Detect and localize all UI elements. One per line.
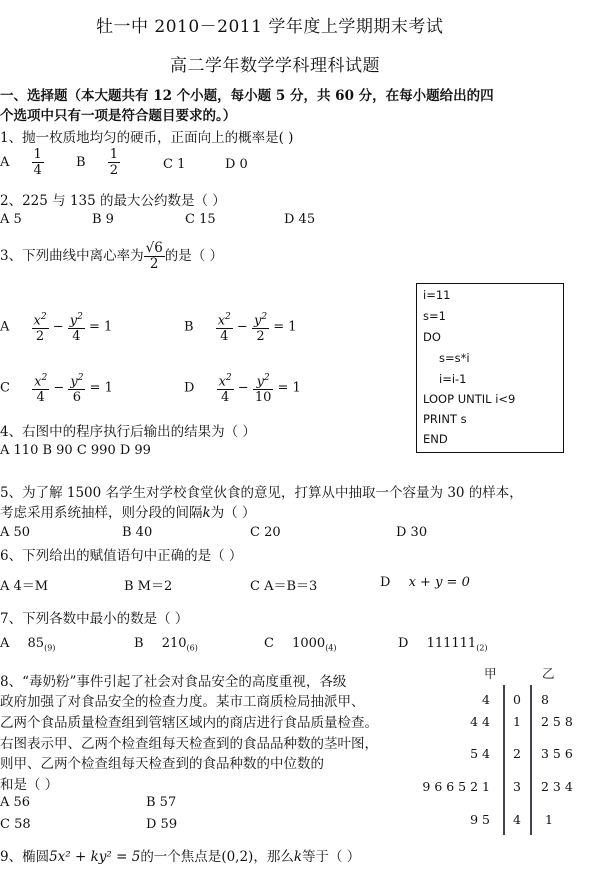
q1-b-label: B: [76, 155, 86, 170]
q3-b-frac1: [216, 310, 233, 344]
stemleaf-row-0-right: 8: [541, 692, 549, 707]
stemleaf-row-2-stem: 2: [513, 746, 521, 761]
q4-options: A 110 B 90 C 990 D 99: [0, 443, 151, 458]
q3-d-y-sq: 2: [263, 373, 270, 383]
q8-line-1: 8、“毒奶粉”事件引起了社会对食品安全的高度重视，各级: [0, 674, 347, 690]
q7-b-val: 210: [161, 636, 187, 651]
q3-a-frac2: [68, 310, 85, 344]
q3-option-b: [184, 310, 297, 344]
q3-d-eq: = 1: [277, 380, 301, 396]
program-line-7: PRINT s: [423, 412, 467, 426]
q3-a-frac1: [32, 310, 49, 344]
q5-option-a: A 50: [0, 525, 31, 540]
q8-option-d: D 59: [146, 817, 178, 832]
q1-option-b: [76, 147, 120, 178]
stemleaf-row-4-right: 1: [545, 812, 553, 827]
q9-stem-end: 等于（ ）: [302, 849, 361, 865]
q9-stem-mid: 的一个焦点是: [140, 849, 222, 865]
q5-line2-pre: 考虑采用系统抽样，则分段的间隔: [0, 505, 203, 521]
q1-a-label: A: [0, 155, 10, 170]
q7-d-base: (2): [476, 643, 488, 653]
q4-stem: 4、右图中的程序执行后输出的结果为（ ）: [0, 424, 256, 440]
q3-a-label: A: [0, 319, 10, 335]
q7-b-label: B: [134, 636, 144, 651]
q3-c-x-sq: 2: [41, 373, 48, 383]
q3-b-minus: −: [236, 319, 248, 335]
stemleaf-head-right: 乙: [542, 666, 555, 681]
section-heading-line2: 个选项中只有一项是符合题目要求的。）: [0, 108, 237, 124]
q3-option-c: [0, 371, 113, 405]
stemleaf-row-1-stem: 1: [513, 714, 521, 729]
q3-d-frac1: [217, 371, 234, 405]
q3-a-x: x: [33, 313, 41, 329]
stemleaf-row-3-right: 2 3 4: [541, 779, 573, 794]
q1-b-fraction: [108, 147, 120, 178]
q3-d-frac2: [253, 371, 274, 405]
q1-option-a: [0, 147, 44, 178]
q7-option-a: [0, 636, 55, 653]
q3-c-minus: −: [53, 380, 65, 396]
q3-option-a: [0, 310, 112, 344]
q3-c-frac1: [32, 371, 49, 405]
program-line-2: s=1: [423, 309, 446, 323]
stemleaf-row-0-stem: 0: [513, 692, 521, 707]
q3-b-eq: = 1: [273, 319, 297, 335]
stemleaf-left-divider: [503, 685, 505, 835]
q2-stem: 2、225 与 135 的最大公约数是（ ）: [0, 193, 226, 209]
q3-d-minus: −: [237, 380, 249, 396]
q7-a-label: A: [0, 636, 10, 651]
stemleaf-row-1-right: 2 5 8: [541, 714, 573, 729]
program-box: [416, 283, 564, 453]
q3-b-x: x: [217, 313, 226, 329]
q6-option-a: A 4＝M: [0, 579, 49, 594]
q1-stem: 1、抛一枚质地均匀的硬币，正面向上的概率是( ): [0, 130, 294, 146]
q8-line-4: 右图表示甲、乙两个检查组每天检查到的食品品种数的茎叶图，: [0, 736, 378, 752]
q3-d-d1: 4: [220, 390, 230, 406]
q8-line-2: 政府加强了对食品安全的检查力度。某市工商质检局抽派甲、: [0, 694, 365, 710]
q3-d-d2: 10: [254, 390, 272, 406]
q7-a-base: (9): [44, 643, 56, 653]
q3-a-minus: −: [52, 319, 64, 335]
q3-d-x-sq: 2: [225, 373, 232, 383]
q5-k-var: k: [202, 505, 211, 521]
q9-point: (0,2): [221, 849, 254, 865]
q7-b-base: (6): [186, 643, 198, 653]
program-line-8: END: [423, 432, 448, 446]
q5-stem-line1: 5、为了解 1500 名学生对学校食堂伙食的意见，打算从中抽取一个容量为 30 的样本，: [0, 485, 523, 501]
q3-b-label: B: [184, 319, 194, 335]
q7-stem: 7、下列各数中最小的数是（ ）: [0, 611, 189, 627]
q2-option-b: B 9: [92, 212, 114, 227]
q3-c-y: y: [70, 374, 78, 390]
q3-c-d2: 6: [72, 390, 82, 406]
q7-c-label: C: [264, 636, 274, 651]
q3-d-x: x: [218, 374, 226, 390]
q8-line-5: 则甲、乙两个检查组每天检查到的食品种数的中位数的: [0, 756, 324, 772]
q5-option-b: B 40: [122, 525, 153, 540]
q6-stem: 6、下列给出的赋值语句中正确的是（ ）: [0, 548, 243, 564]
q3-stem-pre: 3、下列曲线中离心率为: [0, 248, 144, 264]
q3-a-eq: = 1: [89, 319, 113, 335]
q3-stem-post: 的是（ ）: [164, 248, 224, 264]
q3-c-x: x: [34, 374, 42, 390]
q2-option-a: A 5: [0, 212, 22, 227]
stemleaf-row-4-left: 9 5: [470, 812, 490, 827]
stemleaf-right-divider: [530, 685, 532, 835]
q3-c-y-sq: 2: [77, 373, 84, 383]
program-line-5: i=i-1: [439, 372, 467, 386]
program-line-3: DO: [423, 330, 441, 344]
q8-option-c: C 58: [0, 817, 31, 832]
q3-b-y-sq: 2: [261, 312, 268, 322]
program-line-6: LOOP UNTIL i<9: [423, 392, 516, 406]
q3-b-d1: 4: [220, 329, 229, 345]
q8-line-6: 和是（ ）: [0, 777, 59, 793]
q3-a-y-sq: 2: [77, 312, 83, 322]
stemleaf-row-4-stem: 4: [513, 812, 521, 827]
q3-option-d: [184, 371, 301, 405]
stemleaf-row-3-stem: 3: [513, 779, 521, 794]
q1-option-d: D 0: [225, 157, 248, 172]
q8-option-b: B 57: [146, 795, 177, 810]
q7-c-val: 1000: [292, 636, 326, 651]
q1-b-den: 2: [109, 163, 118, 178]
q9-stem-pre: 9、椭圆: [0, 849, 50, 865]
q5-stem-line2: [0, 501, 255, 521]
stemleaf-head-left: 甲: [484, 666, 497, 681]
q8-line-3: 乙两个食品质量检查组到管辖区域内的商店进行食品质量检查。: [0, 715, 378, 731]
q1-a-den: 4: [33, 163, 42, 178]
q5-line2-post: 为（ ）: [210, 505, 256, 521]
section-heading-line1: 一、选择题（本大题共有 12 个小题，每小题 5 分，共 60 分，在每小题给出的四: [0, 88, 494, 104]
q9-stem: [0, 845, 360, 865]
q7-d-label: D: [398, 636, 409, 651]
stemleaf-row-3-left: 9 6 6 5 2 1: [422, 779, 490, 794]
q7-a-val: 85: [27, 636, 45, 651]
stemleaf-row-0-left: 4: [482, 692, 490, 707]
q1-a-fraction: [32, 147, 44, 178]
program-line-1: i=11: [423, 288, 451, 302]
q3-stem: [0, 241, 223, 272]
q1-a-num: 1: [33, 147, 42, 162]
q3-d-label: D: [184, 380, 195, 396]
q3-frac-den: 2: [149, 256, 159, 272]
q3-b-frac2: [252, 310, 269, 344]
q5-option-c: C 20: [250, 525, 281, 540]
q3-d-y: y: [256, 374, 264, 390]
q7-option-d: [398, 636, 488, 653]
q3-frac-num: √6: [145, 240, 163, 256]
q6-d-expr: x + y = 0: [408, 575, 470, 590]
q7-c-base: (4): [325, 643, 337, 653]
q1-option-c: C 1: [163, 157, 186, 172]
q3-a-y: y: [69, 313, 78, 329]
exam-subtitle: 高二学年数学学科理科试题: [170, 56, 380, 76]
q3-c-eq: = 1: [89, 380, 113, 396]
q5-option-d: D 30: [396, 525, 428, 540]
q6-option-c: C A＝B＝3: [250, 579, 318, 594]
q3-b-y: y: [253, 313, 262, 329]
q2-option-d: D 45: [284, 212, 316, 227]
stemleaf-row-1-left: 4 4: [470, 714, 490, 729]
q3-c-frac2: [68, 371, 85, 405]
q3-b-d2: 2: [256, 329, 265, 345]
program-line-4: s=s*i: [439, 351, 470, 365]
q1-b-num: 1: [109, 147, 118, 162]
q3-a-d2: 4: [72, 329, 81, 345]
q9-k-var: k: [293, 849, 303, 865]
exam-title: 牡一中 2010－2011 学年度上学期期末考试: [96, 17, 444, 37]
q3-c-label: C: [0, 380, 10, 396]
q7-option-c: [264, 636, 337, 653]
q7-option-b: [134, 636, 198, 653]
q2-option-c: C 15: [185, 212, 216, 227]
q8-option-a: A 56: [0, 795, 31, 810]
q6-d-label: D: [380, 575, 391, 590]
q3-c-d1: 4: [36, 390, 45, 406]
q9-stem-post: ，那么: [253, 849, 294, 865]
q9-expr: 5x² + ky² = 5: [49, 849, 141, 865]
q7-d-val: 111111: [426, 636, 477, 651]
q6-option-d: [380, 575, 470, 590]
stemleaf-row-2-left: 5 4: [470, 746, 490, 761]
q3-a-d1: 2: [35, 329, 45, 345]
q6-option-b: B M＝2: [124, 579, 173, 594]
q3-eccentricity-fraction: [144, 241, 165, 272]
q3-a-x-sq: 2: [40, 312, 47, 322]
q3-b-x-sq: 2: [225, 312, 231, 322]
stemleaf-row-2-right: 3 5 6: [541, 746, 573, 761]
